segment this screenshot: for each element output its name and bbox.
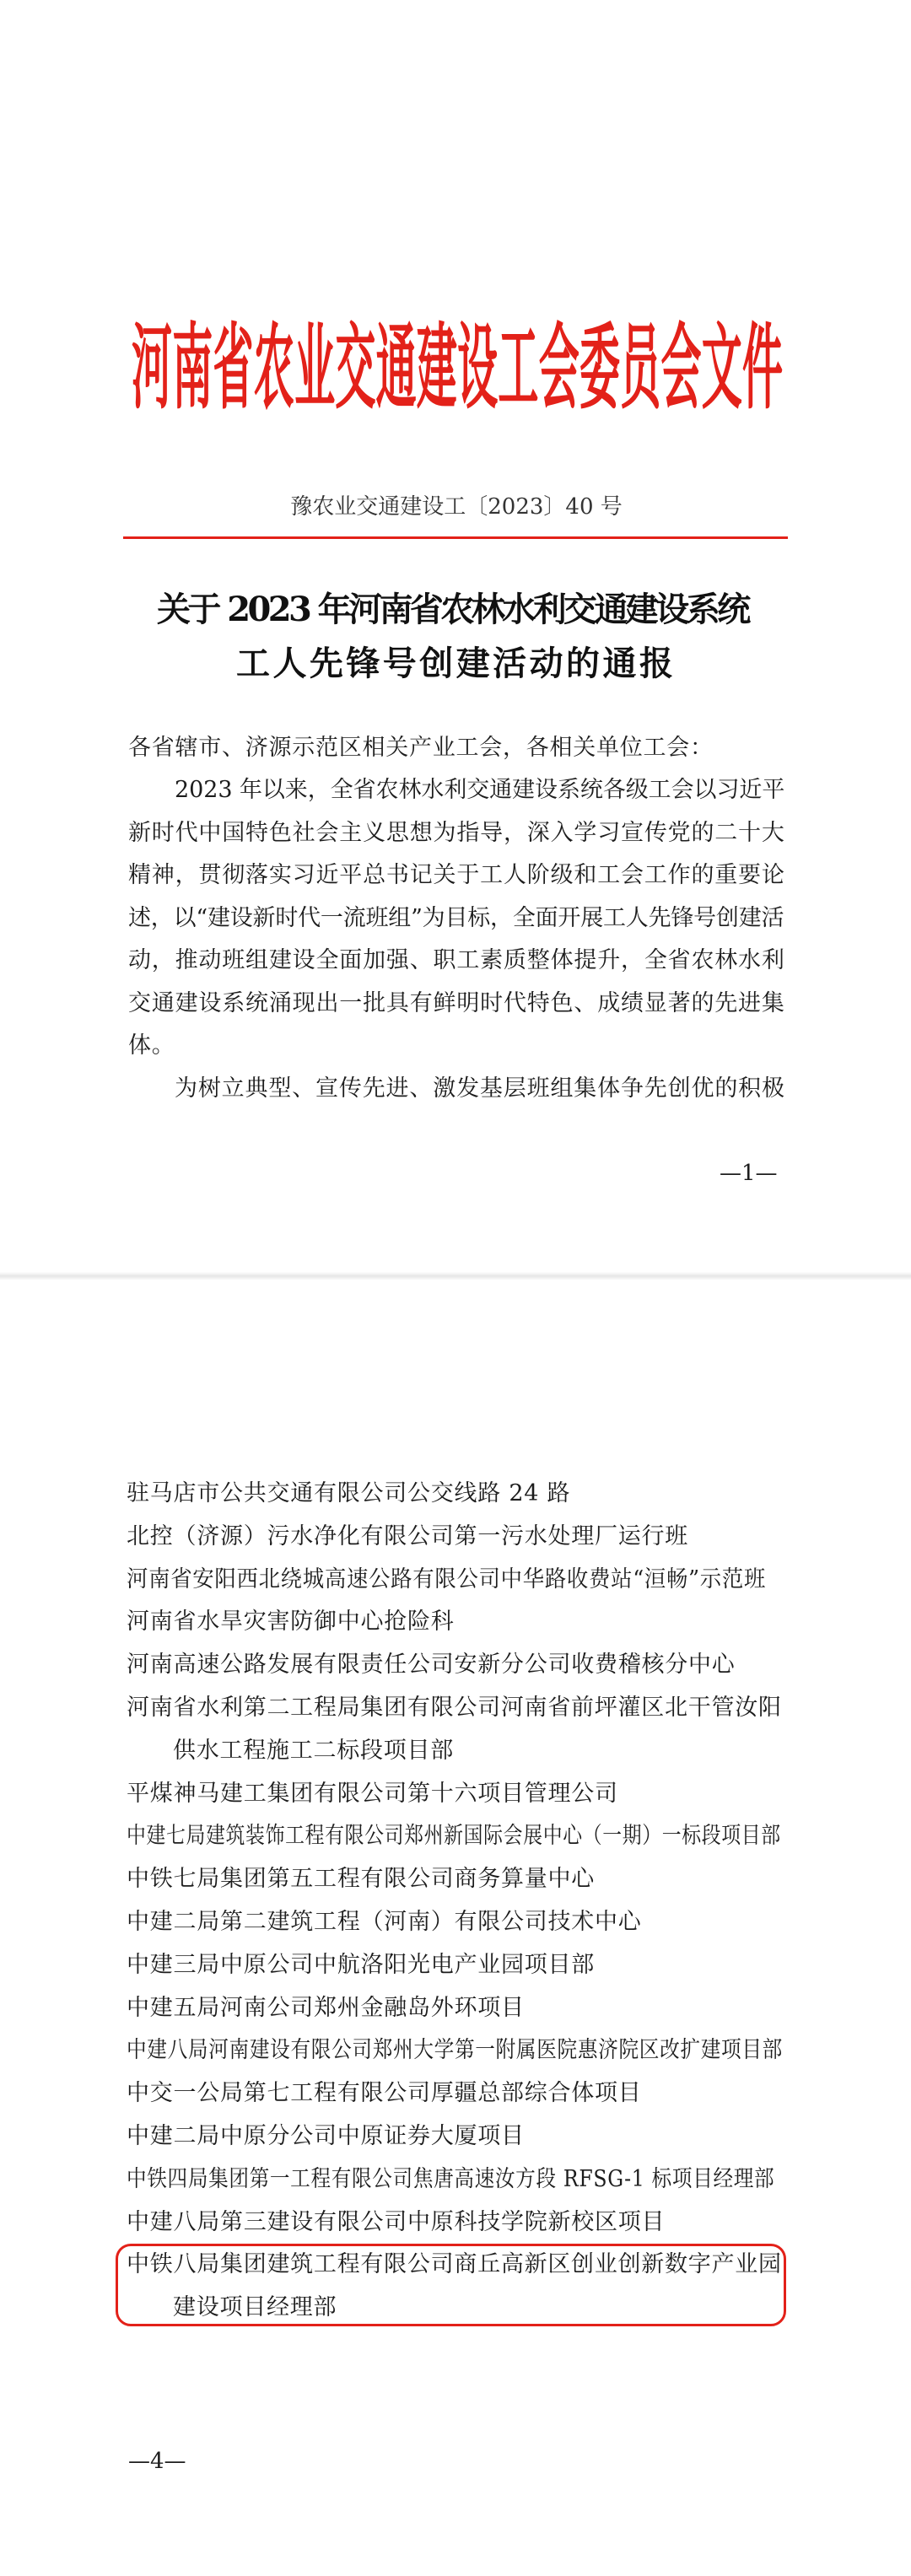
honoree-list-line: 中建二局中原分公司中原证券大厦项目 bbox=[127, 2123, 525, 2149]
red-header-rule bbox=[123, 536, 788, 539]
body-text-line: 精神，贯彻落实习近平总书记关于工人阶级和工会工作的重要论 bbox=[128, 862, 785, 888]
body-text-line: 体。 bbox=[128, 1032, 175, 1059]
honoree-list-line: 中交一公局第七工程有限公司厚疆总部综合体项目 bbox=[127, 2080, 642, 2106]
page-number: —1— bbox=[720, 1161, 778, 1186]
body-text-line: 述，以“建设新时代一流班组”为目标，全面开展工人先锋号创建活 bbox=[128, 905, 784, 931]
honoree-list-line: 供水工程施工二标段项目部 bbox=[173, 1738, 454, 1764]
issuing-authority-title: 河南省农业交通建设工会委员会文件 bbox=[132, 314, 784, 423]
honoree-list-line: 中建三局中原公司中航洛阳光电产业园项目部 bbox=[127, 1952, 595, 1978]
body-text-line: 动，推动班组建设全面加强、职工素质整体提升，全省农林水利 bbox=[128, 947, 785, 973]
honoree-list-line: 河南高速公路发展有限责任公司安新分公司收费稽核分中心 bbox=[127, 1652, 736, 1678]
honoree-list-line: 中铁四局集团第一工程有限公司焦唐高速汝方段 RFSG-1 标项目经理部 bbox=[127, 2166, 775, 2192]
honoree-list-line: 中建八局第三建设有限公司中原科技学院新校区项目 bbox=[127, 2209, 666, 2235]
honoree-list-line: 驻马店市公共交通有限公司公交线路 24 路 bbox=[127, 1480, 571, 1506]
honoree-list-line: 中建二局第二建筑工程（河南）有限公司技术中心 bbox=[127, 1909, 642, 1935]
body-text-line: 新时代中国特色社会主义思想为指导，深入学习宣传党的二十大 bbox=[128, 820, 785, 846]
honoree-list-line: 中铁八局集团建筑工程有限公司商丘高新区创业创新数字产业园 bbox=[127, 2251, 782, 2277]
page-separator bbox=[0, 1272, 911, 1280]
honoree-list-line: 中建八局河南建设有限公司郑州大学第一附属医院惠济院区改扩建项目部 bbox=[127, 2037, 783, 2063]
honoree-list-line: 中建七局建筑装饰工程有限公司郑州新国际会展中心（一期）一标段项目部 bbox=[127, 1823, 781, 1849]
honoree-list-line: 中铁七局集团第五工程有限公司商务算量中心 bbox=[127, 1866, 595, 1892]
honoree-list-line: 河南省安阳西北绕城高速公路有限公司中华路收费站“洹畅”示范班 bbox=[127, 1566, 767, 1592]
honoree-list-line: 北控（济源）污水净化有限公司第一污水处理厂运行班 bbox=[127, 1523, 688, 1549]
honoree-list-line: 平煤神马建工集团有限公司第十六项目管理公司 bbox=[127, 1781, 618, 1807]
salutation: 各省辖市、济源示范区相关产业工会，各相关单位工会： bbox=[128, 735, 714, 761]
page-1 bbox=[0, 0, 911, 1272]
page-4 bbox=[0, 1282, 911, 2576]
body-text-line: 为树立典型、宣传先进、激发基层班组集体争先创优的积极 bbox=[175, 1075, 785, 1102]
body-text-line: 2023 年以来，全省农林水利交通建设系统各级工会以习近平 bbox=[175, 777, 785, 803]
body-text-line: 交通建设系统涌现出一批具有鲜明时代特色、成绩显著的先进集 bbox=[128, 990, 785, 1016]
honoree-list-line: 河南省水利第二工程局集团有限公司河南省前坪灌区北干管汝阳 bbox=[127, 1695, 782, 1721]
page-number: —4— bbox=[128, 2449, 186, 2474]
notice-heading-line-2: 工人先锋号创建活动的通报 bbox=[236, 644, 677, 683]
notice-heading-line-1: 关于 2023 年河南省农林水利交通建设系统 bbox=[157, 590, 748, 629]
honoree-list-line: 河南省水旱灾害防御中心抢险科 bbox=[127, 1609, 455, 1635]
honoree-list-line: 建设项目经理部 bbox=[173, 2294, 337, 2320]
honoree-list-line: 中建五局河南公司郑州金融岛外环项目 bbox=[127, 1995, 525, 2021]
document-number: 豫农业交通建设工〔2023〕40 号 bbox=[290, 494, 623, 520]
